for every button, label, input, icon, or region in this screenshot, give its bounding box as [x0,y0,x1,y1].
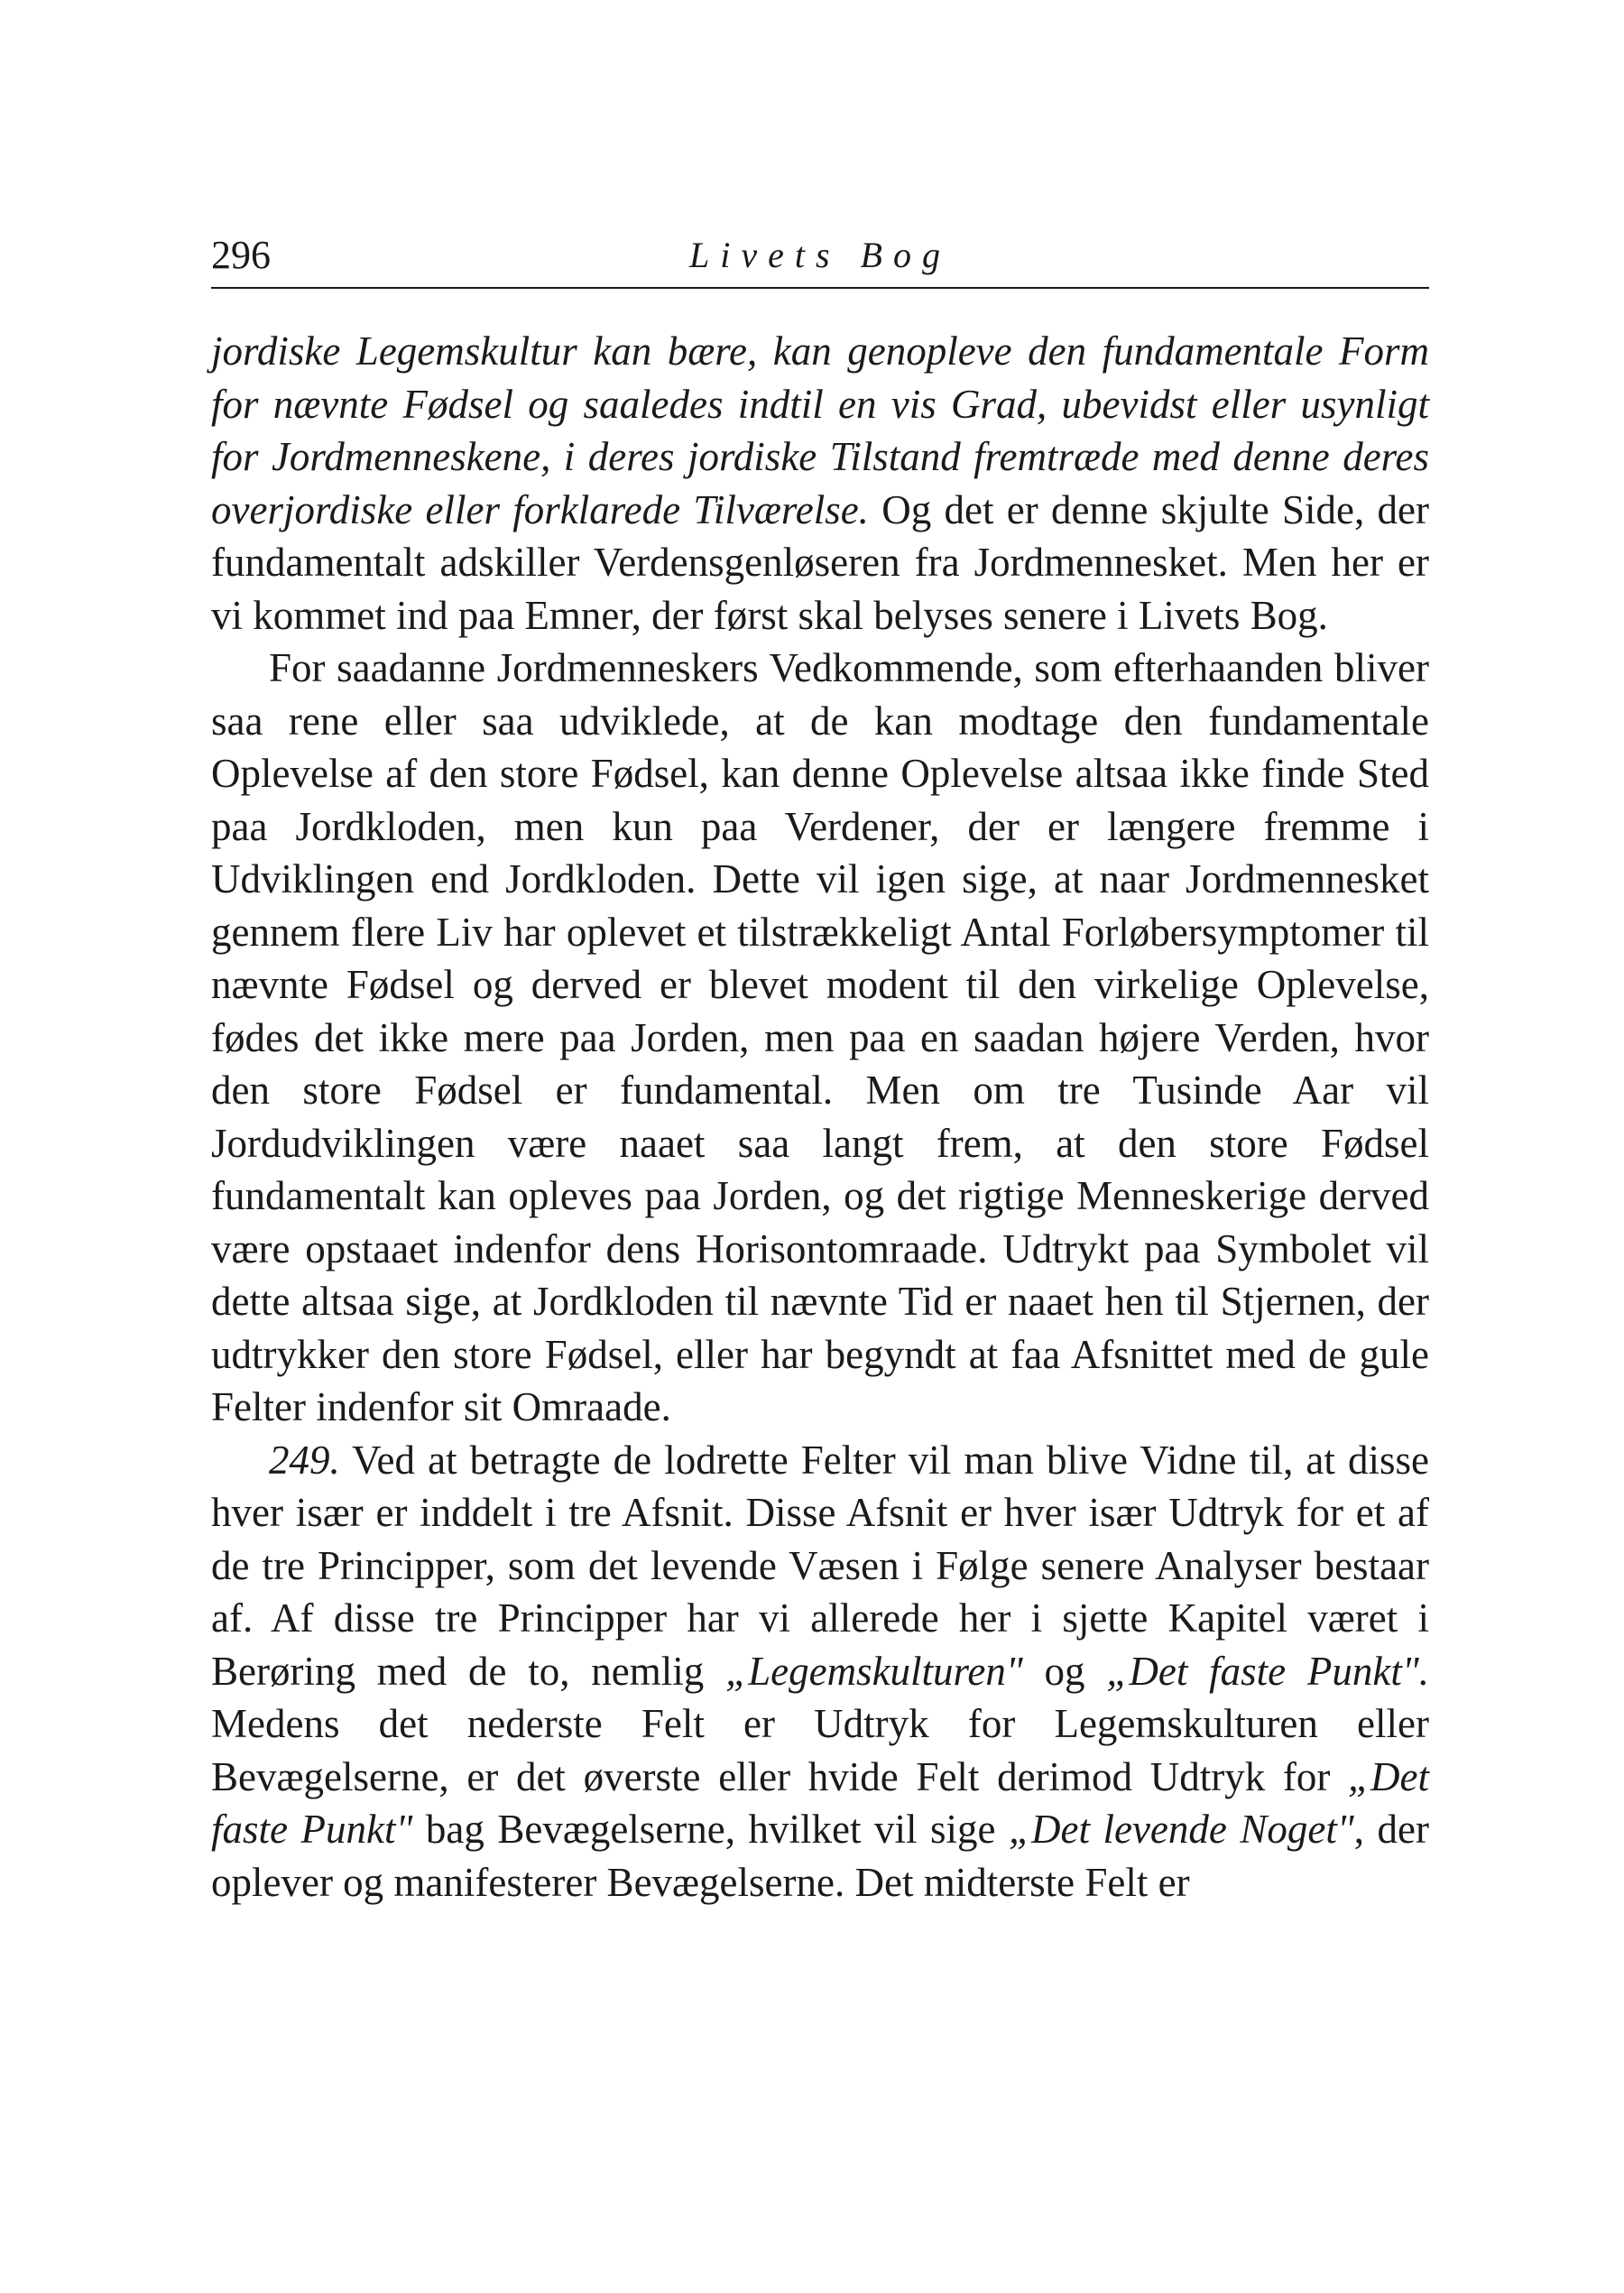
quoted-term: „Det faste Punkt" [211,1753,1429,1852]
paragraph-3 [211,1434,1429,1909]
quoted-term: „Legemskulturen" [725,1648,1023,1694]
paragraph-text: , der oplever og manifesterer Bevægelserne. Det midterste Felt er [211,1807,1429,1905]
paragraph-text: Ved at betragte de lodrette Felter vil man blive Vidne til, at disse hver især er inddelt i tre Afsnit. Disse Afsnit er hver især Udtryk for et af de tre Principper, som det levende Væsen i Følge senere Analyser bestaar af. Af disse tre Principper har vi allerede her i sjette Kapitel været i Berøring med de to, nemlig [211,1437,1429,1694]
paragraph-text: Og det er denne skjulte Side, der fundamentalt adskiller Verdensgenløseren fra Jordmennesket. Men her er vi kommet ind paa Emner, der først skal belyses senere i Livets Bog. [211,486,1429,638]
paragraph-text: Medens det nederste Felt er Udtryk for Legemskulturen eller Bevægelserne, er det øverste eller hvide Felt derimod Udtryk for [211,1701,1429,1799]
paragraph-text: og [1022,1648,1107,1694]
body-text [211,325,1429,1909]
paragraph-1 [211,325,1429,642]
paragraph-2 [211,642,1429,1434]
paragraph-text: jordiske Legemskultur kan bære, kan genopleve den fundamentale Form for nævnte Fødsel og saaledes indtil en vis Grad, ubevidst eller usynligt for Jordmenneskene, i deres jordiske Tilstand fremtræde med denne deres overjordiske eller forklarede Tilværelse. [211,328,1429,532]
quoted-term: „Det levende Noget" [1008,1807,1354,1852]
section-number: 249. [269,1437,340,1483]
running-title: Livets Bog [689,235,951,275]
paragraph-text: For saadanne Jordmenneskers Vedkommende, som efterhaanden bliver saa rene eller saa udviklede, at de kan modtage den fundamentale Oplevelse af den store Fødsel, kan denne Oplevelse altsaa ikke finde Sted paa Jordkloden, men kun paa Verdener, der er længere fremme i Udviklingen end Jordkloden. Dette vil igen sige, at naar Jordmennesket gennem flere Liv har oplevet et tilstrækkeligt Antal Forløbersymptomer til nævnte Fødsel og derved er blevet modent til den virkelige Oplevelse, fødes det ikke mere paa Jorden, men paa en saadan højere Verden, hvor den store Fødsel er fundamental. Men om tre Tusinde Aar vil Jordudviklingen være naaet saa langt frem, at den store Fødsel fundamentalt kan opleves paa Jorden, og det rigtige Menneskerige derved være opstaaet indenfor dens Horisontomraade. Udtrykt paa Symbolet vil dette altsaa sige, at Jordkloden til nævnte Tid er naaet hen til Stjernen, der udtrykker den store Fødsel, eller har begyndt at faa Afsnittet med de gule Felter indenfor sit Omraade. [211,645,1429,1429]
paragraph-text: bag Bevægelserne, hvilket vil sige [412,1807,1009,1852]
running-header [211,227,1429,289]
quoted-term: „Det faste Punkt". [1106,1648,1429,1694]
page-number: 296 [211,233,271,277]
